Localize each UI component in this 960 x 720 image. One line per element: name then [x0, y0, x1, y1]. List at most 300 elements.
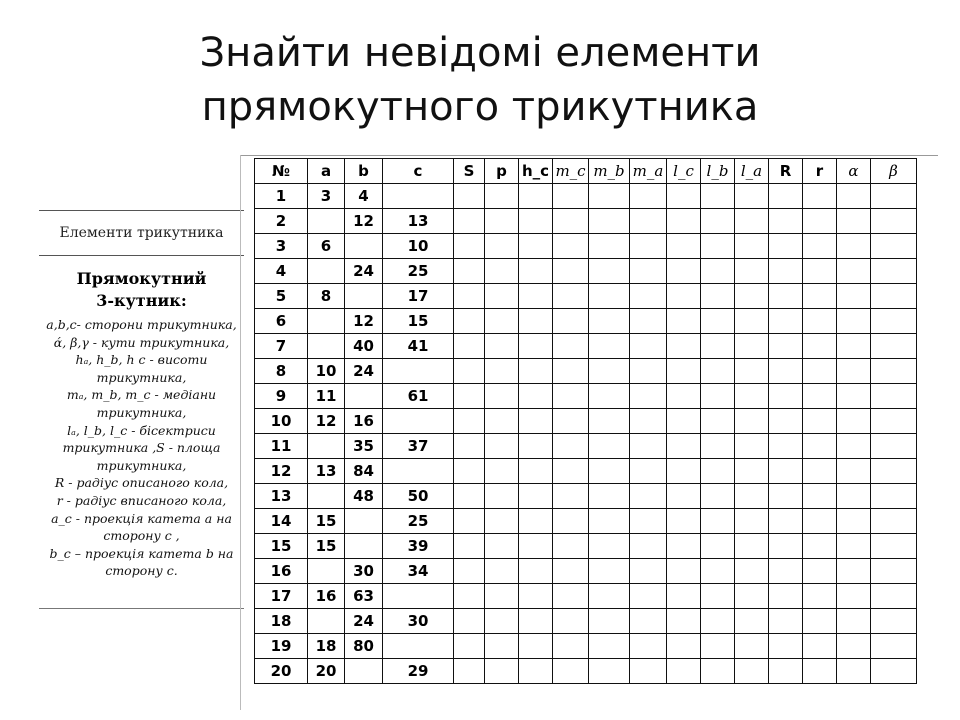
table-cell: [454, 559, 485, 584]
table-cell: [519, 559, 553, 584]
table-cell: [630, 659, 667, 684]
table-cell: [769, 509, 803, 534]
table-cell: 24: [345, 259, 383, 284]
table-cell: [589, 459, 630, 484]
table-cell: [454, 509, 485, 534]
table-cell: [837, 309, 871, 334]
table-cell: 5: [255, 284, 308, 309]
table-cell: 12: [345, 309, 383, 334]
table-cell: [837, 234, 871, 259]
table-cell: 20: [308, 659, 345, 684]
table-cell: [485, 509, 519, 534]
table-cell: [553, 209, 589, 234]
table-cell: [345, 534, 383, 559]
table-cell: [553, 459, 589, 484]
table-cell: [769, 634, 803, 659]
table-cell: [454, 209, 485, 234]
table-cell: [485, 434, 519, 459]
table-cell: [667, 509, 701, 534]
table-cell: [803, 484, 837, 509]
table-cell: 17: [383, 284, 454, 309]
table-cell: [383, 409, 454, 434]
column-header: S: [454, 159, 485, 184]
table-cell: 40: [345, 334, 383, 359]
table-cell: [667, 284, 701, 309]
table-cell: [769, 209, 803, 234]
table-cell: [630, 609, 667, 634]
table-cell: [769, 534, 803, 559]
table-cell: [701, 484, 735, 509]
table-cell: [803, 409, 837, 434]
table-cell: [871, 459, 917, 484]
table-cell: [837, 284, 871, 309]
table-cell: [701, 209, 735, 234]
table-cell: 50: [383, 484, 454, 509]
table-cell: [383, 459, 454, 484]
table-row: [255, 384, 917, 409]
definition-line: r - радіус вписаного кола,: [56, 492, 227, 508]
table-cell: [454, 484, 485, 509]
table-cell: [519, 309, 553, 334]
table-cell: [769, 309, 803, 334]
table-cell: 16: [345, 409, 383, 434]
table-cell: [803, 584, 837, 609]
table-cell: 18: [308, 634, 345, 659]
column-header: β: [871, 159, 917, 184]
table-cell: 7: [255, 334, 308, 359]
table-cell: [871, 309, 917, 334]
table-cell: 30: [383, 609, 454, 634]
table-cell: [769, 359, 803, 384]
table-cell: [553, 584, 589, 609]
table-cell: [803, 359, 837, 384]
table-cell: [871, 584, 917, 609]
table-cell: [308, 484, 345, 509]
table-cell: [769, 409, 803, 434]
table-cell: 10: [255, 409, 308, 434]
table-cell: [701, 609, 735, 634]
definition-line: трикутника ,S - площа: [62, 440, 221, 456]
table-cell: [803, 234, 837, 259]
panel-heading: [39, 268, 244, 312]
table-cell: [803, 384, 837, 409]
table-cell: [553, 534, 589, 559]
table-cell: [589, 559, 630, 584]
table-cell: [519, 334, 553, 359]
table-cell: 10: [383, 234, 454, 259]
table-cell: [735, 434, 769, 459]
table-cell: [769, 484, 803, 509]
table-cell: 15: [383, 309, 454, 334]
table-row: [255, 184, 917, 209]
table-cell: [837, 434, 871, 459]
panel-definitions: [39, 316, 244, 580]
table-cell: [803, 259, 837, 284]
column-header: №: [255, 159, 308, 184]
table-cell: [589, 534, 630, 559]
table-cell: [735, 459, 769, 484]
table-cell: [837, 459, 871, 484]
table-cell: [667, 209, 701, 234]
definition-line: трикутника,: [96, 404, 187, 420]
table-cell: [553, 334, 589, 359]
table-cell: [701, 334, 735, 359]
table-cell: [519, 509, 553, 534]
table-cell: [519, 484, 553, 509]
table-cell: [589, 259, 630, 284]
table-cell: [837, 634, 871, 659]
panel-header: Елементи трикутника: [39, 211, 244, 256]
table-cell: 13: [255, 484, 308, 509]
table-cell: [701, 534, 735, 559]
table-cell: [701, 384, 735, 409]
table-cell: [553, 259, 589, 284]
table-cell: [701, 409, 735, 434]
table-cell: [735, 534, 769, 559]
table-cell: [667, 559, 701, 584]
table-cell: [454, 534, 485, 559]
table-cell: 10: [308, 359, 345, 384]
table-cell: [837, 584, 871, 609]
table-cell: [589, 234, 630, 259]
table-cell: [769, 459, 803, 484]
table-cell: [345, 659, 383, 684]
table-cell: [769, 384, 803, 409]
table-cell: [630, 334, 667, 359]
table-cell: [553, 234, 589, 259]
table-cell: [837, 534, 871, 559]
table-cell: [485, 234, 519, 259]
table-cell: 30: [345, 559, 383, 584]
table-cell: [308, 559, 345, 584]
table-cell: [837, 209, 871, 234]
table-cell: [701, 634, 735, 659]
table-cell: [485, 584, 519, 609]
table-cell: [553, 609, 589, 634]
table-cell: 13: [383, 209, 454, 234]
table-cell: [630, 584, 667, 609]
table-body: [255, 184, 917, 684]
table-cell: [630, 384, 667, 409]
table-cell: [383, 634, 454, 659]
table-cell: 80: [345, 634, 383, 659]
table-cell: [701, 434, 735, 459]
table-cell: [630, 309, 667, 334]
table-cell: [871, 359, 917, 384]
table-cell: [485, 259, 519, 284]
column-header: m_c: [553, 159, 589, 184]
table-row: [255, 584, 917, 609]
table-cell: [485, 609, 519, 634]
table-cell: [803, 659, 837, 684]
table-cell: [485, 659, 519, 684]
table-cell: 84: [345, 459, 383, 484]
table-cell: [667, 659, 701, 684]
table-cell: [871, 184, 917, 209]
table-cell: [803, 609, 837, 634]
table-cell: [871, 209, 917, 234]
definition-line: сторону с ,: [103, 528, 180, 544]
table-cell: [519, 384, 553, 409]
table-cell: [589, 334, 630, 359]
table-cell: 29: [383, 659, 454, 684]
table-cell: [871, 409, 917, 434]
table-cell: 9: [255, 384, 308, 409]
table-cell: [667, 459, 701, 484]
table-cell: [519, 534, 553, 559]
column-header: l_c: [667, 159, 701, 184]
table-cell: [485, 484, 519, 509]
table-cell: [589, 509, 630, 534]
definition-line: трикутника,: [96, 457, 187, 473]
table-cell: [871, 234, 917, 259]
table-cell: 17: [255, 584, 308, 609]
table-row: [255, 459, 917, 484]
definition-line: mₐ, m_b, m_c - медіани: [66, 387, 217, 403]
table-cell: [735, 609, 769, 634]
table-cell: [485, 634, 519, 659]
table-cell: [701, 184, 735, 209]
table-cell: [701, 284, 735, 309]
table-row: [255, 559, 917, 584]
table-cell: [871, 634, 917, 659]
table-cell: [454, 359, 485, 384]
table-cell: 8: [308, 284, 345, 309]
table-row: [255, 509, 917, 534]
table-cell: [701, 559, 735, 584]
column-header: a: [308, 159, 345, 184]
table-row: [255, 659, 917, 684]
table-cell: [485, 359, 519, 384]
table-cell: [345, 509, 383, 534]
table-cell: [485, 384, 519, 409]
table-cell: [630, 459, 667, 484]
table-cell: [871, 509, 917, 534]
table-cell: 25: [383, 259, 454, 284]
table-cell: [485, 209, 519, 234]
table-row: [255, 334, 917, 359]
table-cell: [589, 409, 630, 434]
table-cell: [454, 634, 485, 659]
table-cell: [735, 384, 769, 409]
page-title: [0, 26, 960, 134]
table-cell: [630, 634, 667, 659]
table-cell: [485, 409, 519, 434]
table-cell: [345, 384, 383, 409]
table-cell: 13: [308, 459, 345, 484]
table-cell: [589, 584, 630, 609]
table-cell: [454, 659, 485, 684]
table-cell: 11: [308, 384, 345, 409]
table-cell: [519, 284, 553, 309]
table-cell: [589, 434, 630, 459]
table-cell: [383, 584, 454, 609]
table-cell: [871, 334, 917, 359]
table-row: [255, 484, 917, 509]
table-cell: 6: [255, 309, 308, 334]
table-top-border: [240, 155, 938, 156]
table-cell: [589, 484, 630, 509]
definition-line: трикутника,: [96, 369, 187, 385]
table-cell: [735, 509, 769, 534]
table-cell: [803, 184, 837, 209]
table-cell: [871, 484, 917, 509]
table-cell: 14: [255, 509, 308, 534]
table-cell: [454, 459, 485, 484]
table-cell: [553, 659, 589, 684]
table-cell: [454, 609, 485, 634]
table-cell: [871, 559, 917, 584]
table-cell: [630, 184, 667, 209]
table-cell: [837, 334, 871, 359]
definition-line: hₐ, h_b, h c - висоти: [75, 352, 208, 368]
table-cell: [701, 459, 735, 484]
title-line-1: Знайти невідомі елементи: [199, 30, 761, 76]
table-cell: [803, 284, 837, 309]
table-cell: [553, 184, 589, 209]
table-cell: [735, 334, 769, 359]
table-cell: [519, 184, 553, 209]
table-cell: 20: [255, 659, 308, 684]
table-cell: 3: [308, 184, 345, 209]
triangle-table: [254, 158, 917, 684]
panel-heading-line-2: 3-кутник:: [96, 291, 187, 310]
table-cell: 61: [383, 384, 454, 409]
table-cell: [383, 184, 454, 209]
table-cell: [769, 284, 803, 309]
table-cell: [454, 234, 485, 259]
definition-line: ά, β,γ - кути трикутника,: [53, 334, 230, 350]
table-cell: 15: [308, 509, 345, 534]
table-cell: [667, 434, 701, 459]
table-cell: 19: [255, 634, 308, 659]
column-header: r: [803, 159, 837, 184]
table-cell: [837, 384, 871, 409]
table-cell: [553, 434, 589, 459]
table-cell: [630, 559, 667, 584]
table-cell: [803, 334, 837, 359]
table-cell: [837, 609, 871, 634]
triangle-elements-panel: [39, 210, 244, 609]
table-cell: [519, 434, 553, 459]
table-cell: [667, 384, 701, 409]
table-cell: [454, 334, 485, 359]
table-cell: [519, 659, 553, 684]
column-header: p: [485, 159, 519, 184]
table-cell: [519, 409, 553, 434]
table-cell: [630, 509, 667, 534]
table-cell: [485, 334, 519, 359]
table-row: [255, 409, 917, 434]
table-cell: [553, 559, 589, 584]
table-cell: [735, 284, 769, 309]
table-cell: 16: [308, 584, 345, 609]
table-cell: [837, 484, 871, 509]
table-cell: [735, 484, 769, 509]
table-cell: 63: [345, 584, 383, 609]
table-cell: 4: [345, 184, 383, 209]
table-cell: [630, 234, 667, 259]
table-cell: [553, 359, 589, 384]
column-header: m_b: [589, 159, 630, 184]
table-cell: [837, 509, 871, 534]
table-cell: [871, 434, 917, 459]
table-cell: 48: [345, 484, 383, 509]
table-cell: [667, 259, 701, 284]
table-cell: [308, 334, 345, 359]
table-cell: [589, 659, 630, 684]
table-cell: [769, 659, 803, 684]
definition-line: сторону с.: [105, 563, 178, 579]
table-cell: [769, 609, 803, 634]
table-cell: 2: [255, 209, 308, 234]
table-cell: [485, 184, 519, 209]
table-cell: [383, 359, 454, 384]
table-header-row: [255, 159, 917, 184]
table-cell: [454, 584, 485, 609]
table-row: [255, 284, 917, 309]
table-cell: [667, 359, 701, 384]
table-cell: [735, 359, 769, 384]
table-row: [255, 609, 917, 634]
table-cell: [701, 234, 735, 259]
table-cell: [308, 209, 345, 234]
title-line-2: прямокутного трикутника: [201, 84, 759, 130]
table-row: [255, 634, 917, 659]
table-cell: [871, 384, 917, 409]
table-cell: [735, 659, 769, 684]
table-cell: [735, 634, 769, 659]
table-cell: [735, 234, 769, 259]
column-header: b: [345, 159, 383, 184]
table-cell: [630, 434, 667, 459]
table-cell: [630, 484, 667, 509]
table-cell: 3: [255, 234, 308, 259]
table-cell: [630, 209, 667, 234]
table-cell: [589, 309, 630, 334]
table-cell: [667, 534, 701, 559]
table-cell: 4: [255, 259, 308, 284]
table-cell: [553, 284, 589, 309]
table-cell: [454, 434, 485, 459]
column-header: R: [769, 159, 803, 184]
table-row: [255, 359, 917, 384]
table-cell: [871, 609, 917, 634]
table-cell: 16: [255, 559, 308, 584]
table-cell: [454, 409, 485, 434]
table-cell: [553, 409, 589, 434]
table-cell: [519, 634, 553, 659]
table-cell: 12: [345, 209, 383, 234]
table-cell: [667, 409, 701, 434]
table-cell: [803, 634, 837, 659]
table-cell: 39: [383, 534, 454, 559]
table-cell: [769, 234, 803, 259]
table-cell: [667, 309, 701, 334]
table-cell: 1: [255, 184, 308, 209]
table-cell: 35: [345, 434, 383, 459]
column-header: c: [383, 159, 454, 184]
table-cell: [519, 209, 553, 234]
table-row: [255, 434, 917, 459]
column-header: m_a: [630, 159, 667, 184]
table-cell: [630, 409, 667, 434]
table-cell: [735, 559, 769, 584]
table-cell: [735, 309, 769, 334]
table-cell: [553, 509, 589, 534]
table-cell: [454, 259, 485, 284]
table-cell: [589, 184, 630, 209]
